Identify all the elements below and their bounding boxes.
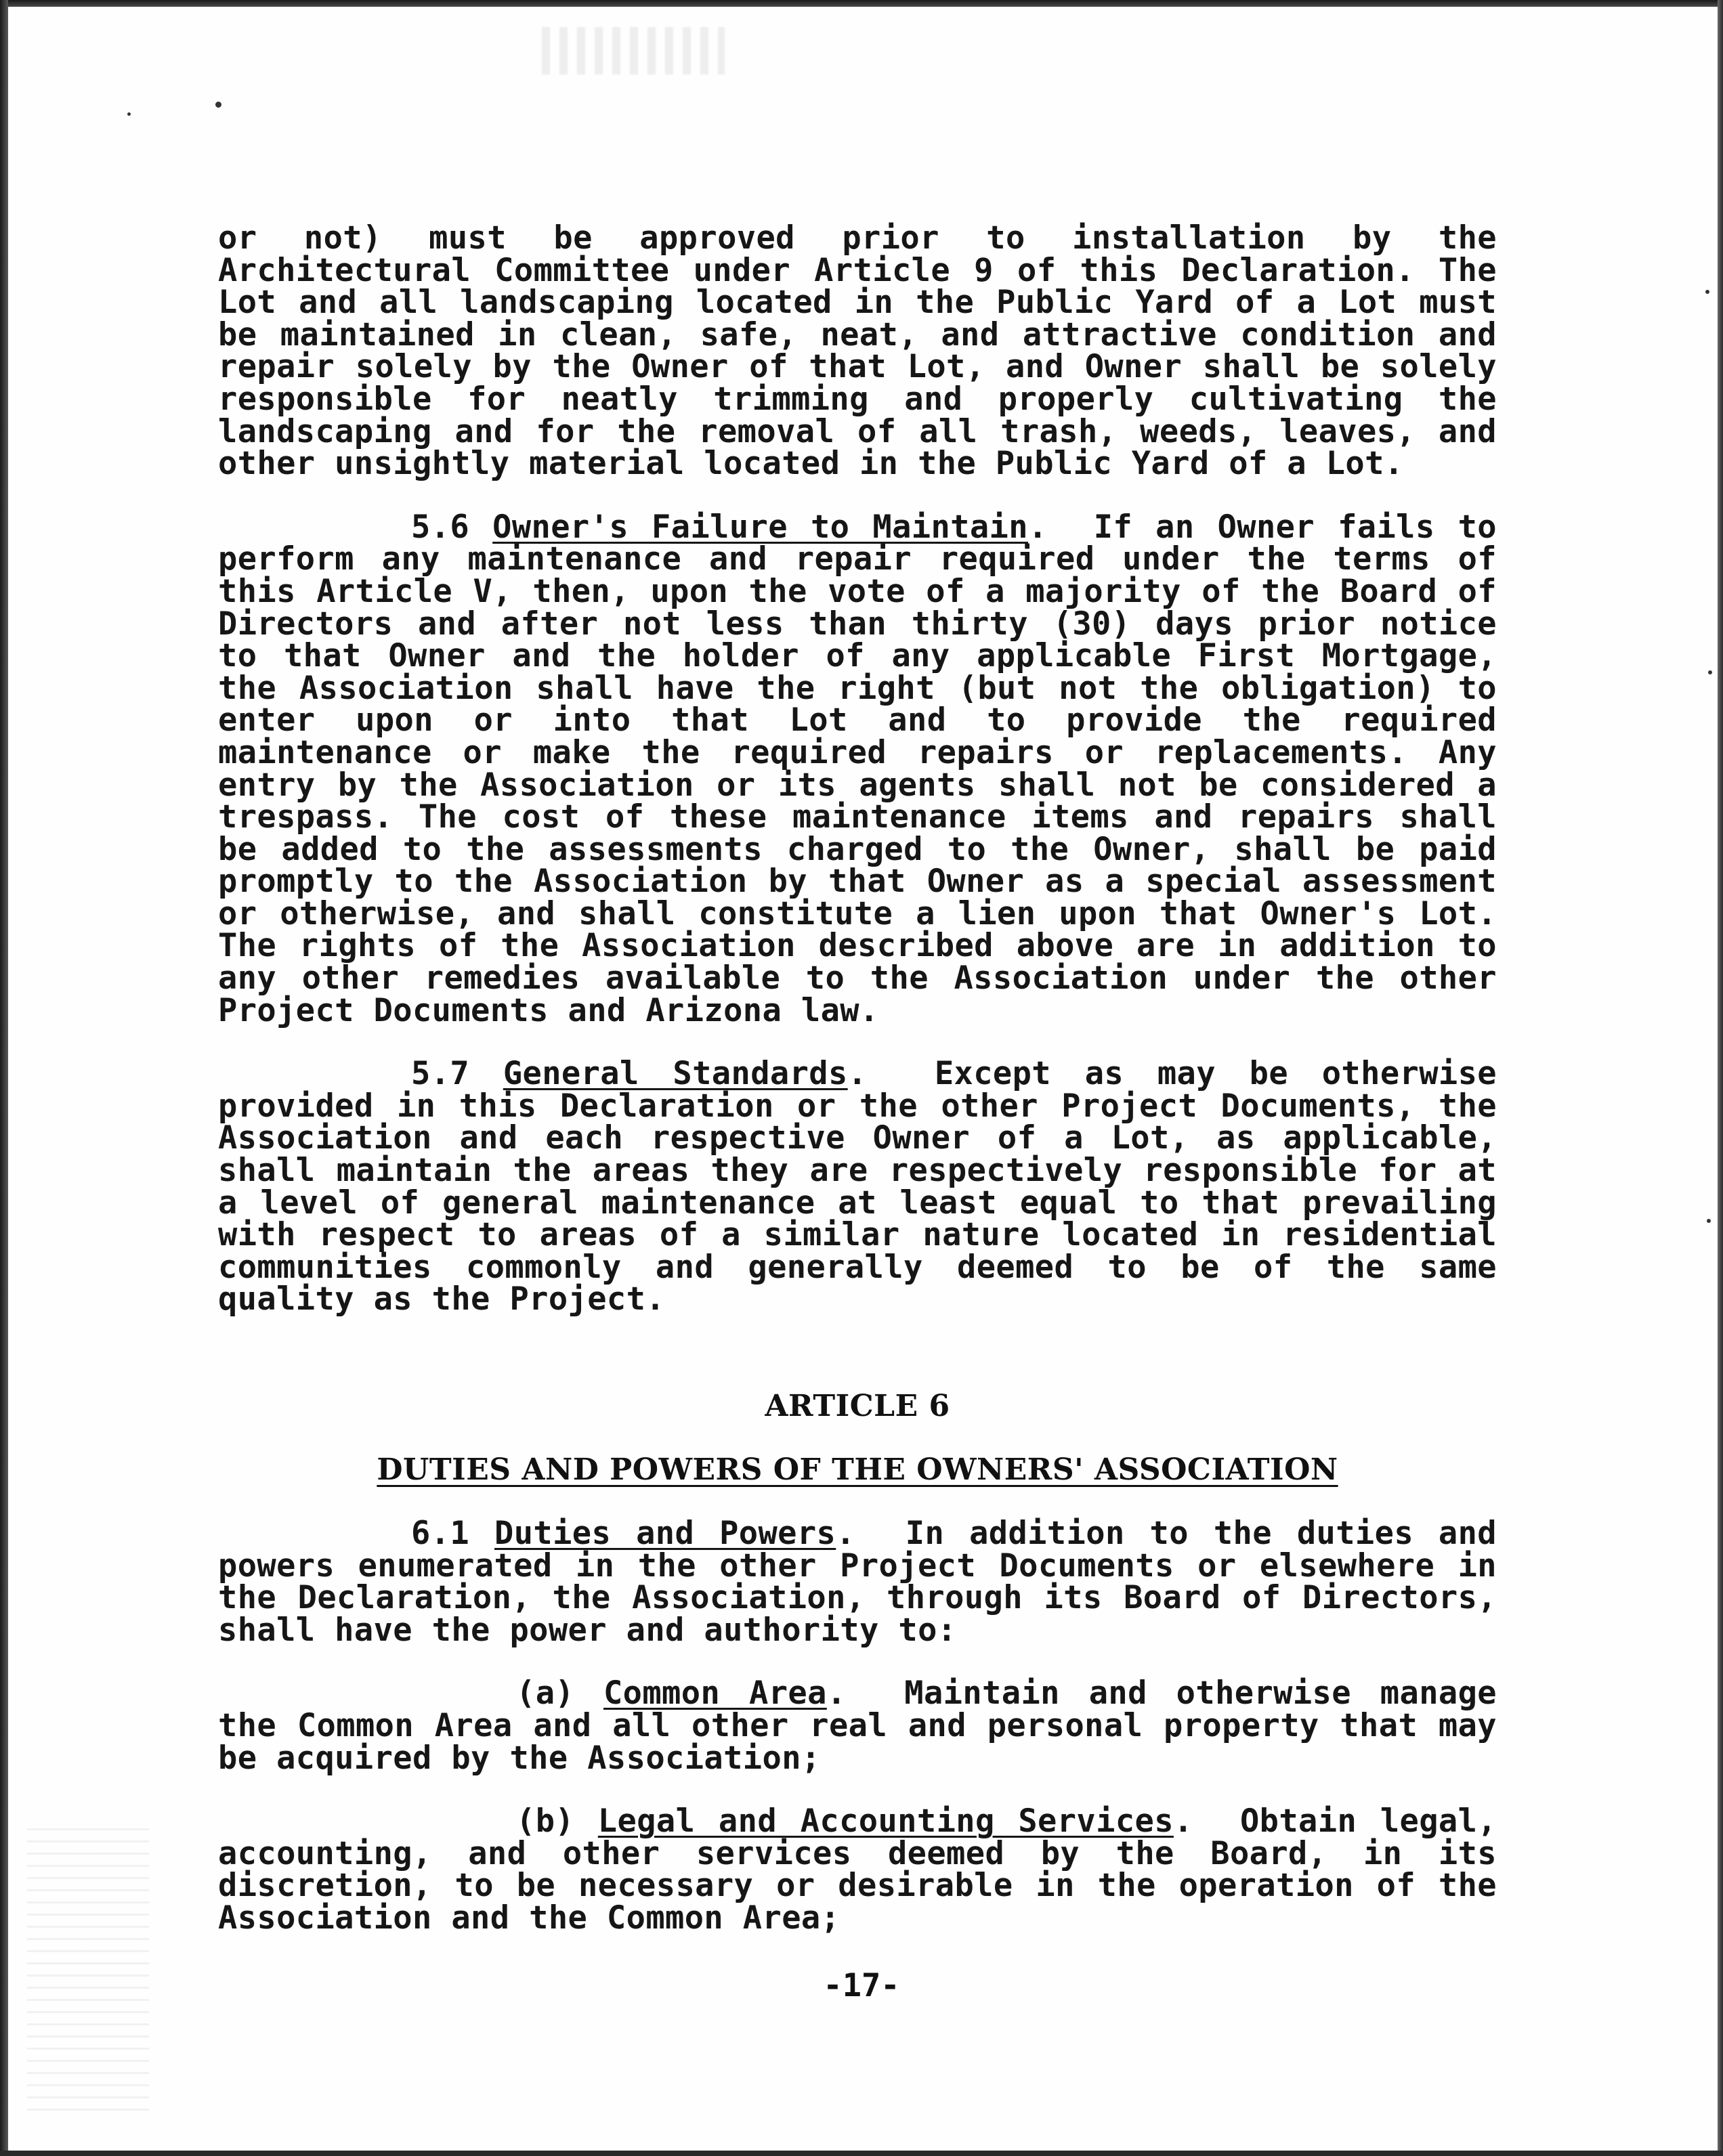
section-5-7: 5.7 General Standards. Except as may be otherwise provided in this Declaration or the other Project Documents, the Association and each respective Owner of a Lot, as applicable, shall maintain the areas they are respectively responsible for at a level of general maintenance at least equal to that prevailing with respect to areas of a similar nature located in residential communities commonly and generally deemed to be of the same quality as the Project. xyxy=(218,1055,1497,1318)
scan-speck xyxy=(1705,290,1709,294)
section-title: Duties and Powers xyxy=(494,1515,836,1552)
scan-edge-top xyxy=(0,0,1723,7)
item-body: Maintain and otherwise manage the Common Area and all other real and personal property that may be acquired by the Association; xyxy=(218,1675,1497,1777)
item-b: (b) Legal and Accounting Services. Obtain legal, accounting, and other services deemed by the Board, in its discretion, to be necessary or desirable in the operation of the Association and the Common Area; xyxy=(218,1803,1497,1937)
scan-speck xyxy=(1707,1219,1711,1223)
document-body xyxy=(218,219,1497,1937)
section-body: Except as may be otherwise provided in this Declaration or the other Project Documents, the Association and each respective Owner of a Lot, as applicable, shall maintain the areas they are respectively responsible for at a level of general maintenance at least equal to that prevailing with respect to areas of a similar nature located in residential communities commonly and generally deemed to be of the same quality as the Project. xyxy=(218,1055,1497,1318)
section-6-1: 6.1 Duties and Powers. In addition to the duties and powers enumerated in the other Project Documents or elsewhere in the Declaration, the Association, through its Board of Directors, shall have the power and authority to: xyxy=(218,1515,1497,1649)
scan-edge-right xyxy=(1718,0,1723,2156)
paragraph-continuation: or not) must be approved prior to installation by the Architectural Committee under Article 9 of this Declaration. The Lot and all landscaping located in the Public Yard of a Lot must be maintained in clean, safe, neat, and attractive condition and repair solely by the Owner of that Lot, and Owner shall be solely responsible for neatly trimming and properly cultivating the landscaping and for the removal of all trash, weeds, leaves, and other unsightly material located in the Public Yard of a Lot. xyxy=(218,219,1497,483)
item-title: Common Area xyxy=(603,1675,827,1712)
section-5-6: 5.6 Owner's Failure to Maintain. If an Owner fails to perform any maintenance and repair required under the terms of this Article V, then, upon the vote of a majority of the Board of Directors and after not less than thirty (30) days prior notice to that Owner and the holder of any applicable First Mortgage, the Association shall have the right (but not the obligation) to enter upon or into that Lot and to provide the required maintenance or make the required repairs or replacements. Any entry by the Association or its agents shall not be considered a trespass. The cost of these maintenance items and repairs shall be added to the assessments charged to the Owner, shall be paid promptly to the Association by that Owner as a special assessment or otherwise, and shall constitute a lien upon that Owner's Lot. The rights of the Association described above are in addition to any other remedies available to the Association under the other Project Documents and Arizona law. xyxy=(218,508,1497,1029)
section-number: 5.7 xyxy=(411,1055,470,1093)
item-marker: (a) xyxy=(516,1675,575,1712)
scan-edge-bottom xyxy=(0,2151,1723,2156)
scan-smudge xyxy=(542,27,725,74)
section-number: 5.6 xyxy=(411,508,470,546)
article-title: DUTIES AND POWERS OF THE OWNERS' ASSOCIATION xyxy=(377,1452,1338,1487)
page-number: -17- xyxy=(823,1967,900,2004)
item-title: Legal and Accounting Services xyxy=(597,1803,1174,1840)
item-body: Obtain legal, accounting, and other services deemed by the Board, in its discretion, to be necessary or desirable in the operation of the Association and the Common Area; xyxy=(218,1803,1497,1937)
item-a: (a) Common Area. Maintain and otherwise manage the Common Area and all other real and personal property that may be acquired by the Association; xyxy=(218,1675,1497,1777)
scan-speck xyxy=(1708,670,1712,674)
section-number: 6.1 xyxy=(411,1515,470,1552)
section-title: Owner's Failure to Maintain xyxy=(492,508,1028,546)
section-body: In addition to the duties and powers enumerated in the other Project Documents or elsewhere in the Declaration, the Association, through its Board of Directors, shall have the power and authority to: xyxy=(218,1515,1497,1649)
section-title: General Standards xyxy=(503,1055,848,1093)
scan-speck xyxy=(215,102,221,108)
section-body: If an Owner fails to perform any maintenance and repair required under the terms of this Article V, then, upon the vote of a majority of the Board of Directors and after not less than thirty (30) days prior notice to that Owner and the holder of any applicable First Mortgage, the Association shall have the right (but not the obligation) to enter upon or into that Lot and to provide the required maintenance or make the required repairs or replacements. Any entry by the Association or its agents shall not be considered a trespass. The cost of these maintenance items and repairs shall be added to the assessments charged to the Owner, shall be paid promptly to the Association by that Owner as a special assessment or otherwise, and shall constitute a lien upon that Owner's Lot. The rights of the Association described above are in addition to any other remedies available to the Association under the other Project Documents and Arizona law. xyxy=(218,508,1497,1029)
scan-speck xyxy=(127,112,131,116)
item-marker: (b) xyxy=(516,1803,575,1840)
article-heading: ARTICLE 6 xyxy=(765,1389,950,1423)
scan-edge-left xyxy=(0,0,8,2156)
